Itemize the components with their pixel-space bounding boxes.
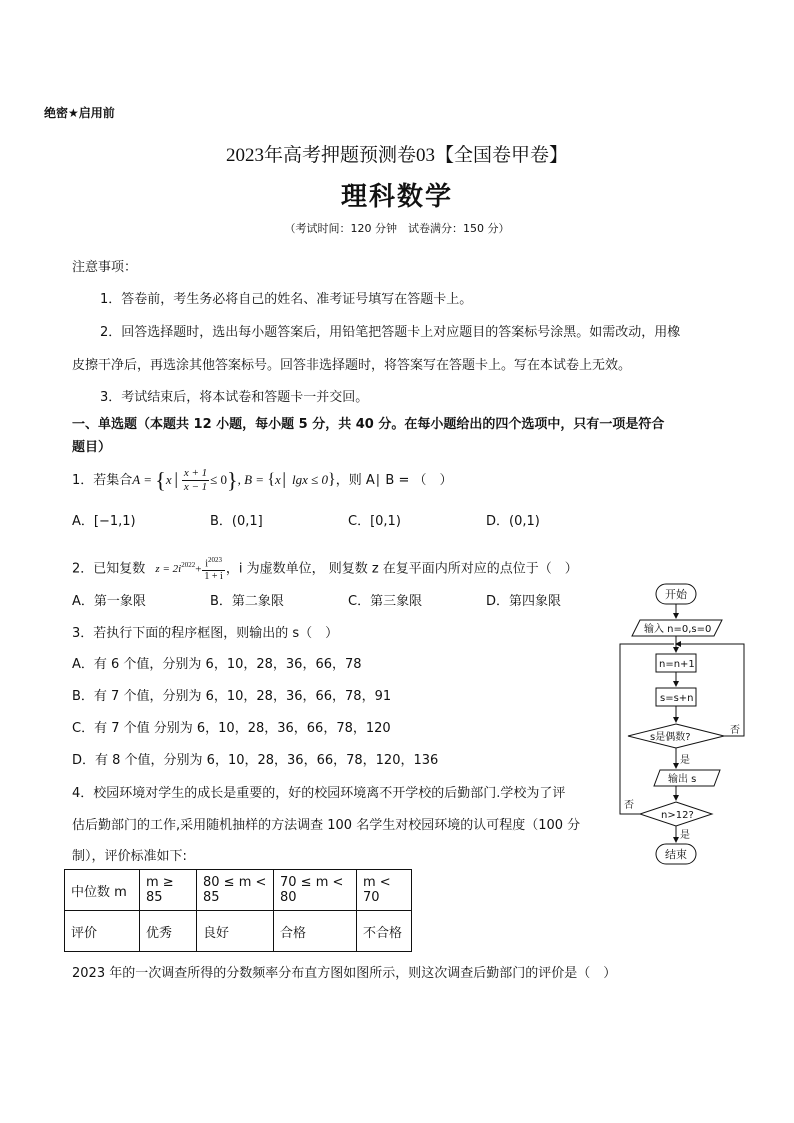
- note-2-line1: 2．回答选择题时，选出每小题答案后，用铅笔把答题卡上对应题目的答案标号涂黑。如需改动，用橡: [100, 325, 681, 340]
- q1-option-c: C．[0,1): [348, 514, 401, 529]
- note-2-line2: 皮擦干净后，再选涂其他答案标号。回答非选择题时，将答案写在答题卡上。写在本试卷上无效。: [72, 358, 632, 373]
- q2-exp1: 2022: [181, 561, 196, 569]
- table-cell: 80 ≤ m < 85: [197, 870, 274, 911]
- table-cell: 优秀: [140, 911, 197, 952]
- note-1: 1．答卷前，考生务必将自己的姓名、准考证号填写在答题卡上。: [100, 292, 473, 307]
- section-heading-line2: 题目）: [72, 440, 112, 455]
- q2-frac-num-exp: 2023: [208, 556, 222, 565]
- table-row: [65, 911, 412, 952]
- question-3: 3．若执行下面的程序框图，则输出的 s（ ）: [72, 626, 339, 641]
- q2-tail: ，i 为虚数单位， 则复数 z 在复平面内所对应的点位于（ ）: [225, 561, 578, 577]
- exam-title: 2023年高考押题预测卷03【全国卷甲卷】: [225, 145, 568, 166]
- q1-cond: ≤ 0: [210, 472, 228, 487]
- q2-option-b: B．第二象限: [210, 594, 284, 609]
- q2-plus: +: [195, 563, 202, 576]
- q3-option-d: D．有 8 个值，分别为 6，10，28，36，66，78，120，136: [72, 753, 439, 768]
- q1-set-a: A =: [132, 472, 156, 487]
- flow-end-label: 结束: [665, 848, 687, 861]
- question-2: [72, 548, 578, 582]
- q1-prefix: 1．若集合: [72, 473, 133, 488]
- table-cell: 合格: [274, 911, 357, 952]
- table-cell: 中位数 m: [65, 870, 140, 911]
- flowchart: [612, 578, 762, 868]
- q2-frac-num: i: [205, 558, 208, 570]
- flow-step2-label: s=s+n: [660, 693, 694, 704]
- flow-yes1-label: 是: [680, 755, 690, 766]
- q3-option-b: B．有 7 个值，分别为 6，10，28，36，66，78，91: [72, 689, 392, 704]
- q4-line-2: 估后勤部门的工作,采用随机抽样的方法调查 100 名学生对校园环境的认可程度（100 分: [72, 818, 581, 833]
- flow-decision2-label: n>12?: [661, 810, 694, 821]
- table-row: [65, 870, 412, 911]
- q1-option-b: B．(0,1]: [210, 514, 263, 529]
- flow-input-label: 输入 n=0,s=0: [644, 624, 712, 635]
- q2-fraction: [202, 554, 224, 583]
- q4-after-text: 2023 年的一次调查所得的分数频率分布直方图如图所示，则这次调查后勤部门的评价是（ ）: [72, 966, 617, 981]
- q3-option-c: C．有 7 个值 分别为 6，10，28，36，66，78，120: [72, 721, 391, 736]
- q1-fraction: [182, 467, 209, 494]
- q4-line-3: 制），评价标准如下:: [72, 849, 187, 864]
- q2-option-c: C．第三象限: [348, 594, 423, 609]
- flow-yes2-label: 是: [680, 830, 690, 841]
- note-3: 3．考试结束后，将本试卷和答题卡一并交回。: [100, 390, 369, 405]
- table-cell: 良好: [197, 911, 274, 952]
- secret-label: 绝密★启用前: [44, 106, 115, 120]
- question-1: 1．若集合A = {x│ $\frac{x + 1}{x - 1}$ ≤ 0}, B = {x│ lgx ≤ 0}，则 A∣ B = （ ）: [72, 467, 453, 493]
- q4-line-1: 4．校园环境对学生的成长是重要的，好的校园环境离不开学校的后勤部门.学校为了评: [72, 786, 566, 801]
- flow-output-label: 输出 s: [668, 774, 697, 785]
- table-cell: m < 70: [357, 870, 412, 911]
- flow-decision1-label: s是偶数?: [650, 732, 691, 743]
- table-cell: 不合格: [357, 911, 412, 952]
- q1-option-a: A．[−1,1): [72, 514, 136, 529]
- flow-no1-label: 否: [730, 725, 740, 736]
- q1-set-x: x: [165, 472, 172, 487]
- subject-title: 理科数学: [340, 182, 453, 212]
- q2-prefix: 2．已知复数: [72, 561, 146, 577]
- evaluation-table: [64, 869, 412, 952]
- flow-start-label: 开始: [665, 588, 687, 601]
- q1-tail: ，则 A∣ B = （ ）: [335, 473, 453, 488]
- q2-frac-den: 1 + i: [204, 571, 223, 583]
- q1-brace-open: {: [155, 467, 166, 493]
- q1-frac-num: x + 1: [183, 467, 208, 479]
- notes-heading: 注意事项：: [72, 260, 138, 275]
- q1-option-d: D．(0,1): [486, 514, 540, 529]
- q3-option-a: A．有 6 个值，分别为 6，10，28，36，66，78: [72, 657, 362, 672]
- section-heading-line1: 一、单选题（本题共 12 小题，每小题 5 分，共 40 分。在每小题给出的四个选项中，只有一项是符合: [72, 417, 665, 432]
- exam-info: （考试时间：120 分钟 试卷满分：150 分）: [284, 222, 510, 235]
- flow-step1-label: n=n+1: [659, 659, 695, 670]
- q1-set-b-body: x│ lgx ≤ 0: [275, 472, 329, 487]
- table-cell: m ≥ 85: [140, 870, 197, 911]
- q2-option-a: A．第一象限: [72, 594, 146, 609]
- q2-z-expr: z = 2i: [155, 563, 182, 576]
- table-cell: 70 ≤ m < 80: [274, 870, 357, 911]
- flow-no2-label: 否: [624, 800, 634, 811]
- table-cell: 评价: [65, 911, 140, 952]
- q1-set-b: , B =: [237, 472, 268, 487]
- q2-option-d: D．第四象限: [486, 594, 562, 609]
- q1-frac-den: x − 1: [183, 481, 208, 493]
